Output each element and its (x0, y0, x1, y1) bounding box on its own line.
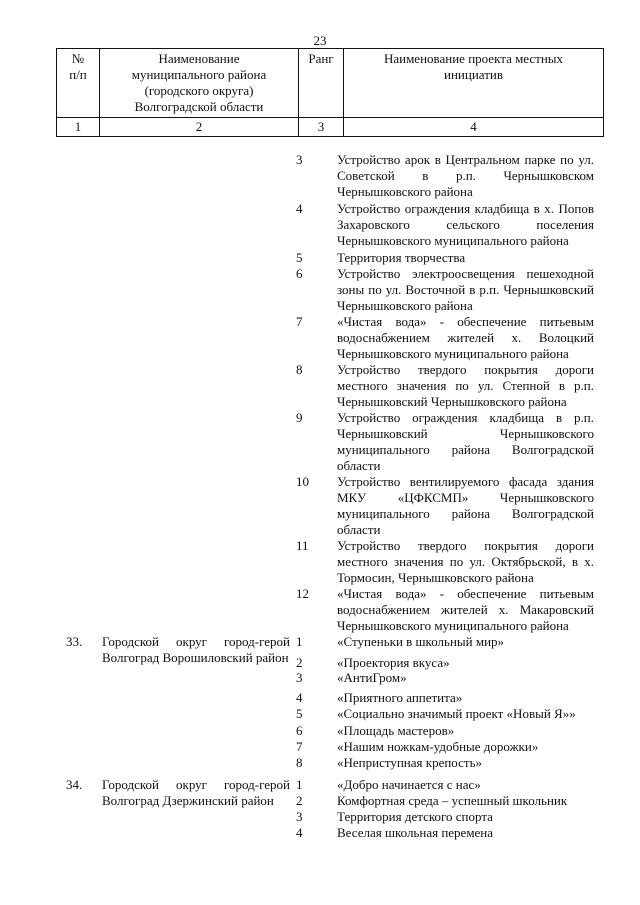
row-rank: 1 (296, 634, 303, 649)
header-num-4: 4 (344, 118, 604, 137)
header-col-project: Наименование проекта местных инициатив (344, 49, 604, 118)
row-rank: 9 (296, 410, 303, 425)
row-rank: 12 (296, 586, 309, 601)
row-project: «Приятного аппетита» (337, 690, 463, 705)
row-project: Устройство вентилируемого фасада здания МКУ «ЦФКСМП» Чернышковского муниципального района Волгоградской области (337, 474, 594, 537)
row-rank: 3 (296, 809, 303, 824)
district-name: Городской округ город-герой Волгоград Ворошиловский район (102, 634, 290, 665)
page-number: 23 (313, 33, 327, 48)
row-rank: 10 (296, 474, 309, 489)
row-rank: 8 (296, 755, 303, 770)
row-project: Комфортная среда – успешный школьник (337, 793, 568, 808)
row-project: Устройство арок в Центральном парке по ул. Советской в р.п. Чернышковском Чернышковского района (337, 152, 594, 199)
row-rank: 4 (296, 201, 303, 216)
header-num-2: 2 (100, 118, 299, 137)
row-project: «Ступеньки в школьный мир» (337, 634, 505, 649)
row-project: Устройство электроосвещения пешеходной зоны по ул. Восточной в р.п. Чернышковский Чернышковского района (337, 266, 594, 313)
row-rank: 11 (296, 538, 309, 553)
row-rank: 7 (296, 739, 303, 754)
row-rank: 5 (296, 250, 303, 265)
district-name: Городской округ город-герой Волгоград Дзержинский район (102, 777, 290, 808)
row-project: «Проектория вкуса» (337, 655, 450, 670)
header-col-rank: Ранг (299, 49, 344, 118)
row-rank: 5 (296, 706, 303, 721)
row-rank: 3 (296, 152, 303, 167)
row-project: Территория творчества (337, 250, 466, 265)
row-project: «Социально значимый проект «Новый Я»» (337, 706, 576, 721)
header-num-1: 1 (57, 118, 100, 137)
row-project: «Площадь мастеров» (337, 723, 455, 738)
row-rank: 8 (296, 362, 303, 377)
row-rank: 3 (296, 670, 303, 685)
row-project: «Добро начинается с нас» (337, 777, 481, 792)
header-num-3: 3 (299, 118, 344, 137)
row-rank: 4 (296, 825, 303, 840)
row-project: Устройство ограждения кладбища в х. Попов Захаровского сельского поселения Чернышковского муниципального района (337, 201, 594, 248)
row-rank: 6 (296, 723, 303, 738)
district-index: 33. (66, 634, 83, 649)
row-project: «АнтиГром» (337, 670, 407, 685)
row-project: Территория детского спорта (337, 809, 493, 824)
header-col-number: № п/п (57, 49, 100, 118)
row-rank: 1 (296, 777, 303, 792)
row-project: «Нашим ножкам-удобные дорожки» (337, 739, 539, 754)
row-project: Устройство ограждения кладбища в р.п. Чернышковский Чернышковского муниципального района Волгоградской области (337, 410, 594, 473)
row-project: «Неприступная крепость» (337, 755, 483, 770)
district-index: 34. (66, 777, 83, 792)
row-project: «Чистая вода» - обеспечение питьевым водоснабжением жителей х. Макаровский Чернышковского муниципального района (337, 586, 594, 633)
row-project: Устройство твердого покрытия дороги местного значения по ул. Октябрьской, в х. Тормосин, Чернышковского района (337, 538, 594, 585)
row-rank: 4 (296, 690, 303, 705)
row-rank: 2 (296, 793, 303, 808)
table-header (56, 48, 604, 137)
row-project: «Чистая вода» - обеспечение питьевым водоснабжением жителей х. Волоцкий Чернышковского муниципального района (337, 314, 594, 361)
row-rank: 2 (296, 655, 303, 670)
row-rank: 6 (296, 266, 303, 281)
row-project: Веселая школьная перемена (337, 825, 494, 840)
row-rank: 7 (296, 314, 303, 329)
row-project: Устройство твердого покрытия дороги местного значения по ул. Степной в р.п. Чернышковский Чернышковского района (337, 362, 594, 409)
header-col-district: Наименование муниципального района (городского округа) Волгоградской области (100, 49, 299, 118)
